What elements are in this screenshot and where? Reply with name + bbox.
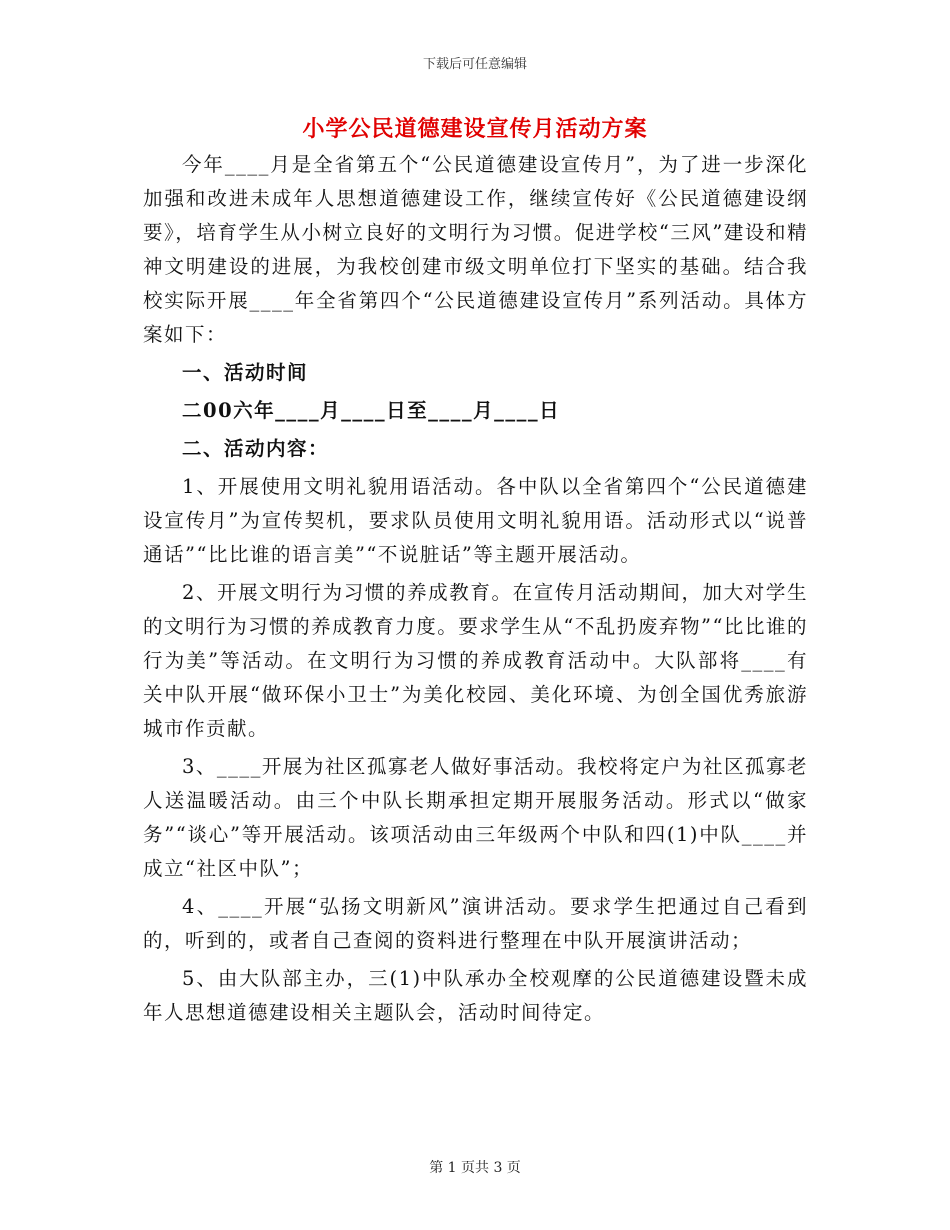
document-body (143, 148, 808, 1034)
section-heading-activity-content: 二、活动内容： (182, 437, 330, 460)
header-note: 下载后可任意编辑 (422, 57, 527, 72)
page-number: 第 1 页共 3 页 (429, 1160, 521, 1176)
intro-paragraph: 今年____月是全省第五个“公民道德建设宣传月”，为了进一步深化加强和改进未成年人思想道德建设工作，继续宣传好《公民道德建设纲要》，培育学生从小树立良好的文明行为习惯。促进学校“三风”建设和精神文明建设的进展，为我校创建市级文明单位打下坚实的基础。结合我校实际开展____年全省第四个“公民道德建设宣传月”系列活动。具体方案如下： (143, 153, 808, 346)
content-item-3: 3、____开展为社区孤寡老人做好事活动。我校将定户为社区孤寡老人送温暖活动。由三个中队长期承担定期开展服务活动。形式以“做家务”“谈心”等开展活动。该项活动由三年级两个中队和四(1)中队____并成立“社区中队”； (143, 755, 808, 880)
content-item-1: 1、开展使用文明礼貌用语活动。各中队以全省第四个“公民道德建设宣传月”为宣传契机，要求队员使用文明礼貌用语。活动形式以“说普通话”“比比谁的语言美”“不说脏话”等主题开展活动。 (143, 475, 808, 566)
activity-date-line: 二00六年____月____日至____月____日 (182, 399, 561, 422)
content-item-2: 2、开展文明行为习惯的养成教育。在宣传月活动期间，加大对学生的文明行为习惯的养成教育力度。要求学生从“不乱扔废弃物”“比比谁的行为美”等活动。在文明行为习惯的养成教育活动中。大队部将____有关中队开展“做环保小卫士”为美化校园、美化环境、为创全国优秀旅游城市作贡献。 (143, 581, 808, 740)
section-heading-activity-time: 一、活动时间 (182, 361, 309, 384)
document-title: 小学公民道德建设宣传月活动方案 (302, 116, 648, 142)
content-item-5: 5、由大队部主办，三(1)中队承办全校观摩的公民道德建设暨未成年人思想道德建设相关主题队会，活动时间待定。 (143, 967, 808, 1024)
content-item-4: 4、____开展“弘扬文明新风”演讲活动。要求学生把通过自己看到的，听到的，或者自己查阅的资料进行整理在中队开展演讲活动； (143, 895, 808, 952)
